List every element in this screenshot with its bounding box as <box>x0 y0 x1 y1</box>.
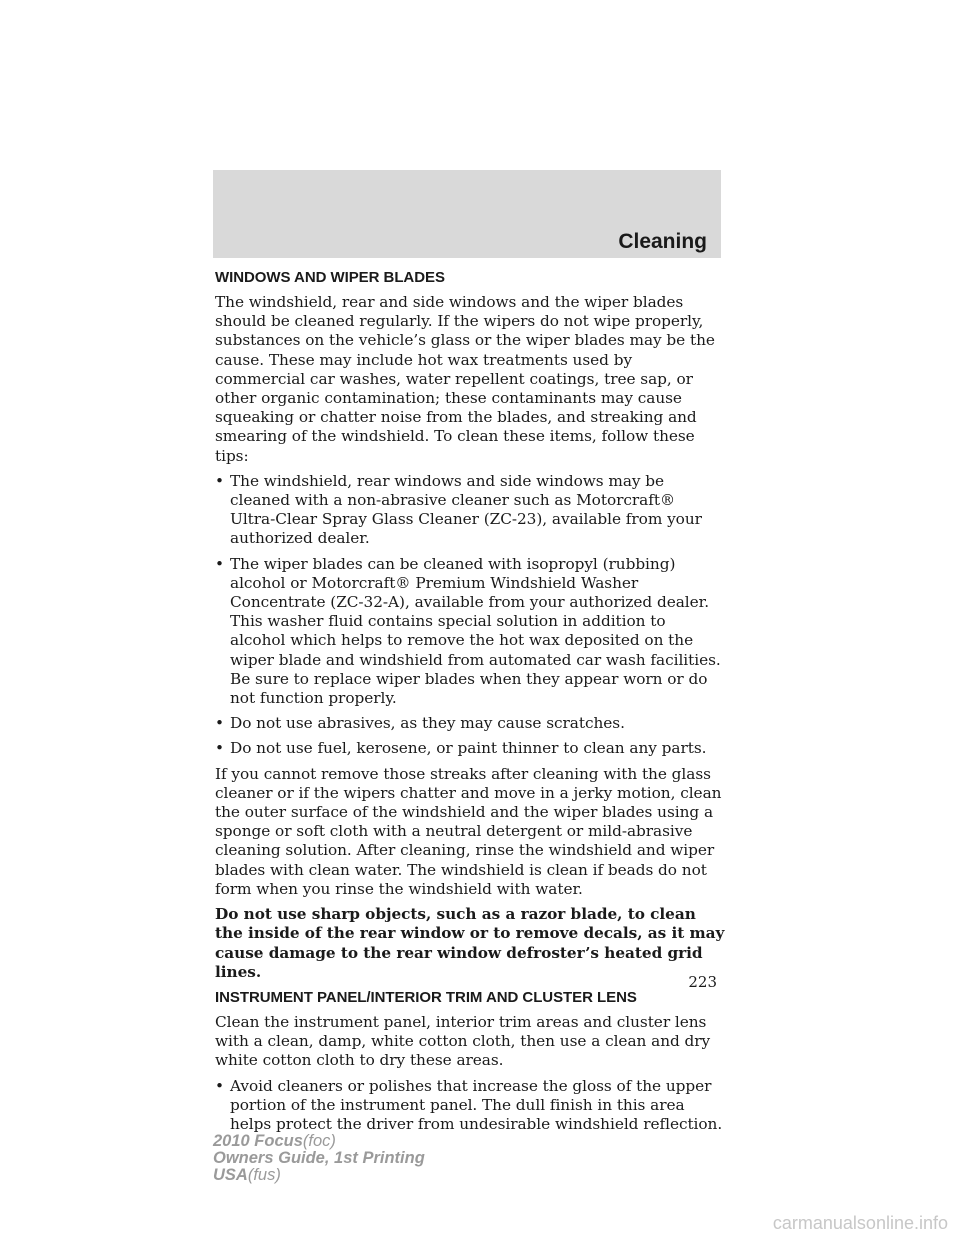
page-number: 223 <box>688 973 717 991</box>
windows-followup: If you cannot remove those streaks after cleaning with the glass cleaner or if the wipers chatter and move in a jerky motion, clean the outer surface of the windshield and the wiper blades using a sponge or soft cloth with a neutral detergent or mild-abrasive cleaning solution. After cleaning, rinse the windshield and wiper blades with clean water. The windshield is clean if beads do not form when you rinse the windshield with water. <box>215 764 722 898</box>
bullet-icon: • <box>215 471 224 490</box>
footer-region-code: (fus) <box>247 1166 281 1184</box>
instrument-intro: Clean the instrument panel, interior trim areas and cluster lens with a clean, damp, white cotton cloth, then use a clean and dry white cotton cloth to dry these areas. <box>215 1012 711 1070</box>
list-item-text: Do not use fuel, kerosene, or paint thinner to clean any parts. <box>230 739 707 758</box>
windows-bullet-list <box>215 472 725 759</box>
list-item-text: The wiper blades can be cleaned with isopropyl (rubbing) alcohol or Motorcraft® Premium Windshield Washer Concentrate (ZC-32-A), available from your authorized dealer. This washer fluid contains special solution in addition to alcohol which helps to remove the hot wax deposited on the wiper blade and windshield from automated car wash facilities. Be sure to replace wiper blades when they appear worn or do not function properly. <box>230 554 721 708</box>
instrument-heading: INSTRUMENT PANEL/INTERIOR TRIM AND CLUSTER LENS <box>215 988 637 1006</box>
list-item-text: Do not use abrasives, as they may cause scratches. <box>230 714 625 733</box>
footer-imprint <box>213 1133 425 1184</box>
footer-line-1 <box>213 1133 425 1150</box>
list-item-text: Avoid cleaners or polishes that increase the gloss of the upper portion of the instrument panel. The dull finish in this area helps protect the driver from undesirable windshield reflection. <box>230 1076 723 1133</box>
list-item <box>215 555 725 709</box>
bullet-icon: • <box>215 554 224 573</box>
bullet-icon: • <box>215 1076 224 1095</box>
footer-model: 2010 Focus <box>213 1132 303 1150</box>
windows-intro: The windshield, rear and side windows and the wiper blades should be cleaned regularly. If the wipers do not wipe properly, substances on the vehicle’s glass or the wiper blades may be the cause. These may include hot wax treatments used by commercial car washes, water repellent coatings, tree sap, or other organic contamination; these contaminants may cause squeaking or chatter noise from the blades, and streaking and smearing of the windshield. To clean these items, follow these tips: <box>215 293 715 465</box>
list-item <box>215 739 725 758</box>
list-item <box>215 472 725 549</box>
list-item <box>215 1077 725 1135</box>
warning-text: Do not use sharp objects, such as a razor blade, to clean the inside of the rear window or to remove decals, as it may cause damage to the rear window defroster’s heated grid lines. <box>215 905 725 981</box>
windows-heading: WINDOWS AND WIPER BLADES <box>215 269 445 286</box>
footer-line-2: Owners Guide, 1st Printing <box>213 1149 425 1167</box>
bullet-icon: • <box>215 739 224 758</box>
list-item <box>215 714 725 733</box>
section-header-band <box>213 170 721 258</box>
instrument-bullet-list <box>215 1077 725 1135</box>
section-title: Cleaning <box>618 230 707 253</box>
watermark-text: carmanualsonline.info <box>772 1213 948 1233</box>
footer-region: USA <box>213 1166 248 1184</box>
list-item-text: The windshield, rear windows and side windows may be cleaned with a non-abrasive cleaner such as Motorcraft® Ultra-Clear Spray Glass Cleaner (ZC-23), available from your authorized dealer. <box>230 471 702 548</box>
footer-model-code: (foc) <box>302 1132 336 1150</box>
footer-line-3 <box>213 1167 425 1184</box>
page-content <box>215 268 725 1140</box>
bullet-icon: • <box>215 714 224 733</box>
